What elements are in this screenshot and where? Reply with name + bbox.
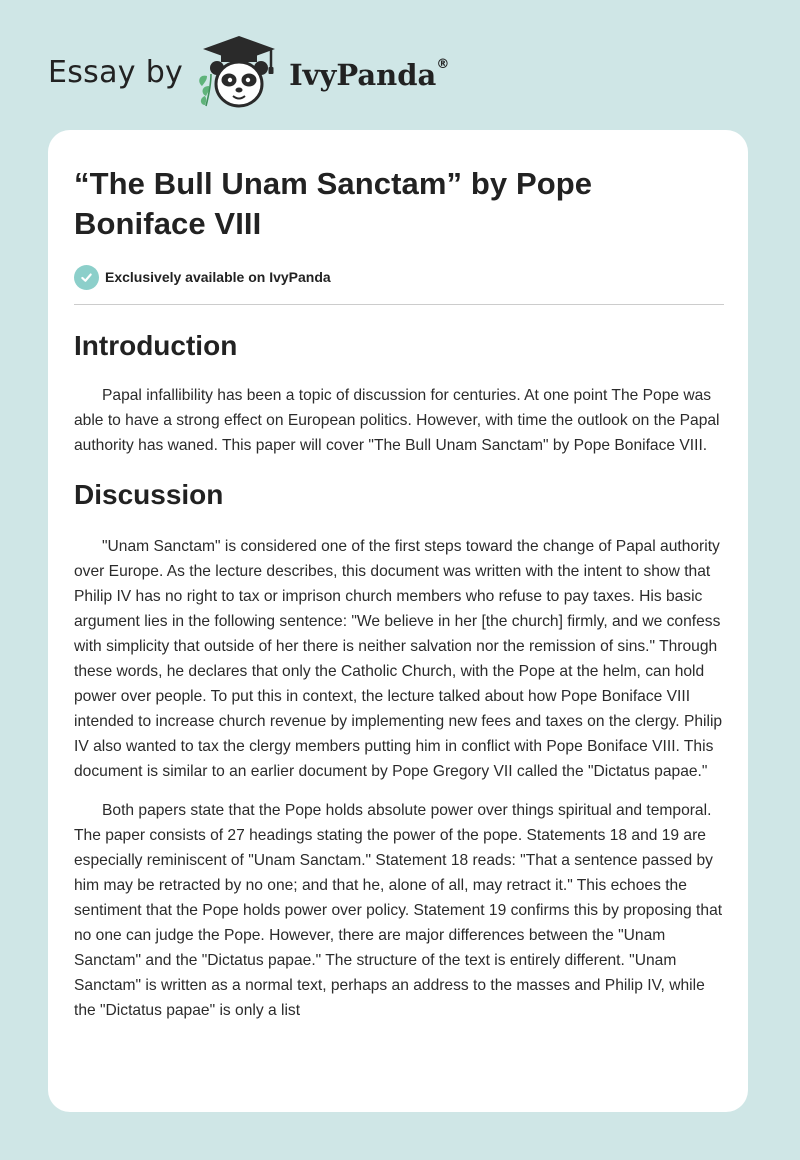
site-header <box>48 32 449 112</box>
ivy-leaf-icon <box>199 74 211 106</box>
brand-name[interactable] <box>289 58 449 92</box>
exclusive-label: Exclusively available on IvyPanda <box>105 269 331 285</box>
exclusive-badge <box>74 264 724 290</box>
brand-text: IvyPanda <box>289 58 437 92</box>
check-icon <box>74 265 99 290</box>
paragraph: Both papers state that the Pope holds absolute power over things spiritual and temporal. The paper consists of 27 headings stating the power of the pope. Statements 18 and 19 are especially reminiscent of "Unam Sanctam." Statement 18 reads: "That a sentence passed by him may be retracted by no one; and that he, alone of all, may retract it." This echoes the sentiment that the Pope holds power over policy. Statement 19 confirms this by proposing that no one can judge the Pope. However, there are major differences between the "Unam Sanctam" and the "Dictatus papae." The structure of the text is entirely different. "Unam Sanctam" is written as a normal text, perhaps an address to the masses and Philip IV, while the "Dictatus papae" is only a list <box>74 802 723 1019</box>
divider <box>74 304 724 305</box>
section-heading-discussion: Discussion <box>74 479 224 510</box>
essay-content <box>74 164 724 1023</box>
ivypanda-logo-icon[interactable] <box>193 32 285 112</box>
page-title: “The Bull Unam Sanctam” by Pope Boniface VIII <box>74 166 593 241</box>
essay-card <box>48 130 748 1112</box>
panda-face-icon <box>210 61 268 106</box>
section-heading-introduction: Introduction <box>74 330 238 361</box>
essay-by-label: Essay by <box>48 54 184 90</box>
paragraph: "Unam Sanctam" is considered one of the first steps toward the change of Papal authority over Europe. As the lecture describes, this document was written with the intent to show that Philip IV has no right to tax or imprison church members who refuse to pay taxes. His basic argument lies in the following sentence: "We believe in her [the church] firmly, and we confess with simplicity that outside of her there is neither salvation nor the remission of sins." Through these words, he declares that only the Catholic Church, with the Pope at the helm, can hold power over people. To put this in context, the lecture talked about how Pope Boniface VIII intended to increase church revenue by implementing new fees and taxes on the clergy. Philip IV also wanted to tax the clergy members putting him in conflict with Pope Boniface VIII. This document is similar to an earlier document by Pope Gregory VII called the "Dictatus papae." <box>74 538 723 780</box>
paragraph: Papal infallibility has been a topic of discussion for centuries. At one point The Pope was able to have a strong effect on European politics. However, with time the outlook on the Papal authority has waned. This paper will cover "The Bull Unam Sanctam" by Pope Boniface VIII. <box>74 387 720 454</box>
registered-mark: ® <box>436 57 450 73</box>
